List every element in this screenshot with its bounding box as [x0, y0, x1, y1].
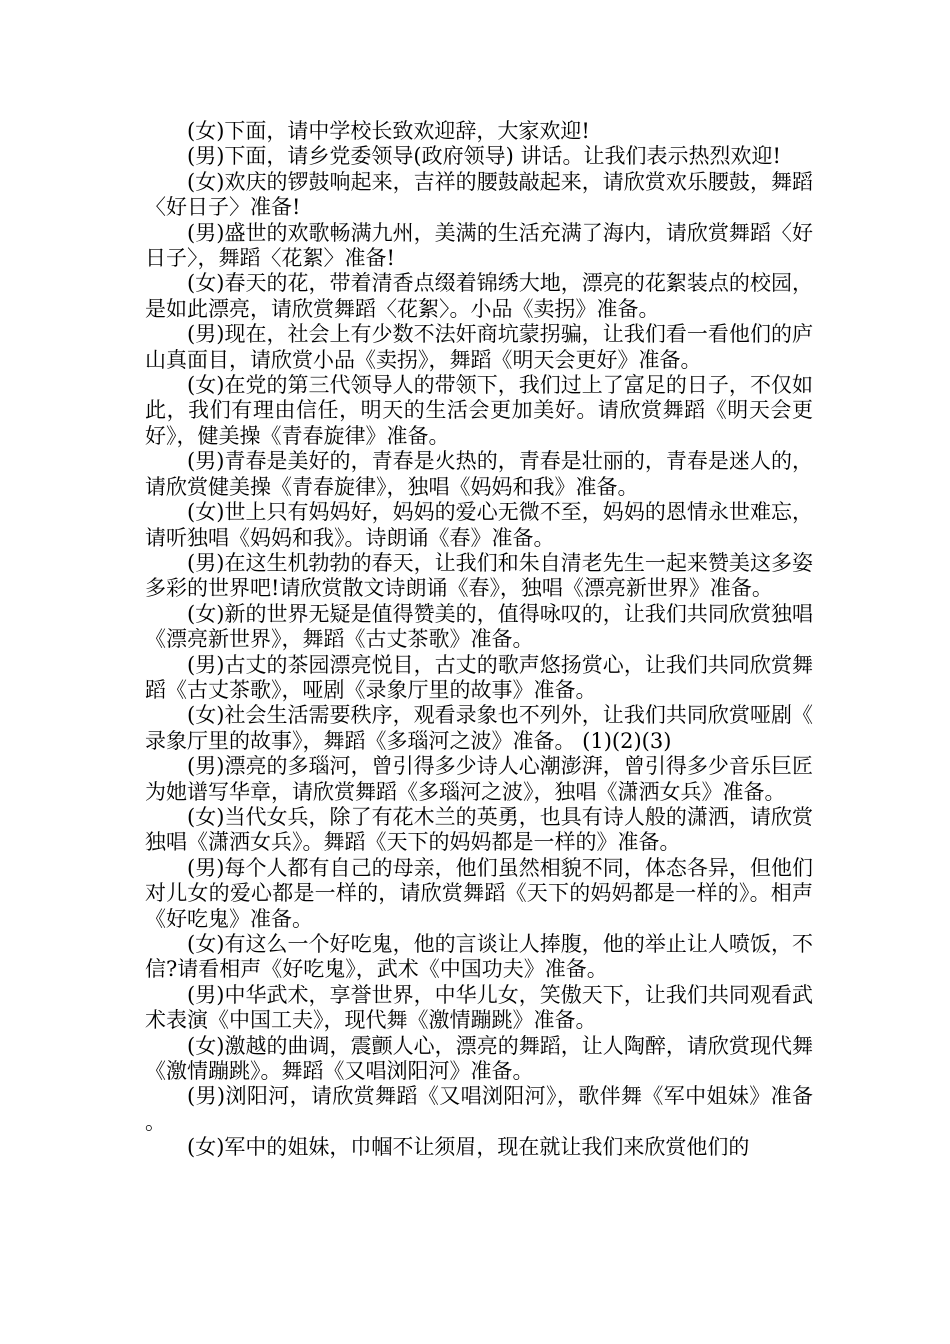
paragraph: (男)下面，请乡党委领导(政府领导) 讲话。让我们表示热烈欢迎! — [187, 144, 781, 169]
paragraph: (男)浏阳河，请欣赏舞蹈《又唱浏阳河》，歌伴舞《军中姐妹》准备。 — [145, 1084, 813, 1134]
paragraph: (男)古丈的茶园漂亮悦目，古丈的歌声悠扬赏心，让我们共同欣赏舞蹈《古丈茶歌》，哑剧《录象厅里的故事》准备。 — [145, 652, 813, 702]
paragraph: (女)新的世界无疑是值得赞美的，值得咏叹的，让我们共同欣赏独唱《漂亮新世界》，舞蹈《古丈茶歌》准备。 — [145, 601, 813, 652]
paragraph: (女)在党的第三代领导人的带领下，我们过上了富足的日子，不仅如此，我们有理由信任，明天的生活会更加美好。请欣赏舞蹈《明天会更好》，健美操《青春旋律》准备。 — [145, 373, 813, 448]
paragraph: (女)下面，请中学校长致欢迎辞，大家欢迎! — [187, 119, 590, 143]
paragraph: (男)现在，社会上有少数不法奸商坑蒙拐骗，让我们看一看他们的庐山真面目，请欣赏小品《卖拐》，舞蹈《明天会更好》准备。 — [145, 322, 813, 372]
paragraph: (女)当代女兵，除了有花木兰的英勇，也具有诗人般的潇洒，请欣赏独唱《潇洒女兵》。舞蹈《天下的妈妈都是一样的》准备。 — [145, 804, 813, 855]
paragraph: (男)盛世的欢歌畅满九州，美满的生活充满了海内，请欣赏舞蹈〈好日子〉，舞蹈〈花絮〉准备! — [145, 220, 813, 271]
paragraph: (女)春天的花，带着清香点缀着锦绣大地，漂亮的花絮装点的校园，是如此漂亮，请欣赏舞蹈〈花絮〉。小品《卖拐》准备。 — [145, 271, 813, 321]
paragraph: (男)在这生机勃勃的春天，让我们和朱自清老先生一起来赞美这多姿多彩的世界吧!请欣赏散文诗朗诵《春》，独唱《漂亮新世界》准备。 — [145, 550, 813, 601]
paragraph: (男)中华武术，享誉世界，中华儿女，笑傲天下，让我们共同观看武术表演《中国工夫》，现代舞《激情蹦跳》准备。 — [145, 982, 813, 1033]
paragraph: (女)欢庆的锣鼓响起来，吉祥的腰鼓敲起来，请欣赏欢乐腰鼓，舞蹈〈好日子〉准备! — [145, 169, 813, 220]
paragraph: (男)每个人都有自己的母亲，他们虽然相貌不同，体态各异，但他们对儿女的爱心都是一样的，请欣赏舞蹈《天下的妈妈都是一样的》。相声《好吃鬼》准备。 — [145, 855, 813, 931]
paragraph: (男)青春是美好的，青春是火热的，青春是壮丽的，青春是迷人的，请欣赏健美操《青春旋律》，独唱《妈妈和我》准备。 — [145, 449, 813, 499]
paragraph: (女)激越的曲调，震颤人心，漂亮的舞蹈，让人陶醉，请欣赏现代舞《激情蹦跳》。舞蹈《又唱浏阳河》准备。 — [145, 1033, 813, 1084]
paragraph: (女)社会生活需要秩序，观看录象也不列外，让我们共同欣赏哑剧《录象厅里的故事》，舞蹈《多瑙河之波》准备。 (1)(2)(3) — [145, 703, 813, 753]
paragraph: (女)有这么一个好吃鬼，他的言谈让人捧腹，他的举止让人喷饭，不信?请看相声《好吃鬼》，武术《中国功夫》准备。 — [145, 932, 813, 982]
paragraph: (女)军中的姐妹，巾帼不让须眉，现在就让我们来欣赏他们的 — [187, 1135, 750, 1160]
paragraph: (男)漂亮的多瑙河，曾引得多少诗人心潮澎湃，曾引得多少音乐巨匠为她谱写华章，请欣赏舞蹈《多瑙河之波》，独唱《潇洒女兵》准备。 — [145, 754, 813, 804]
document-body — [145, 119, 813, 1161]
paragraph: (女)世上只有妈妈好，妈妈的爱心无微不至，妈妈的恩情永世难忘，请听独唱《妈妈和我》。诗朗诵《春》准备。 — [145, 500, 813, 550]
